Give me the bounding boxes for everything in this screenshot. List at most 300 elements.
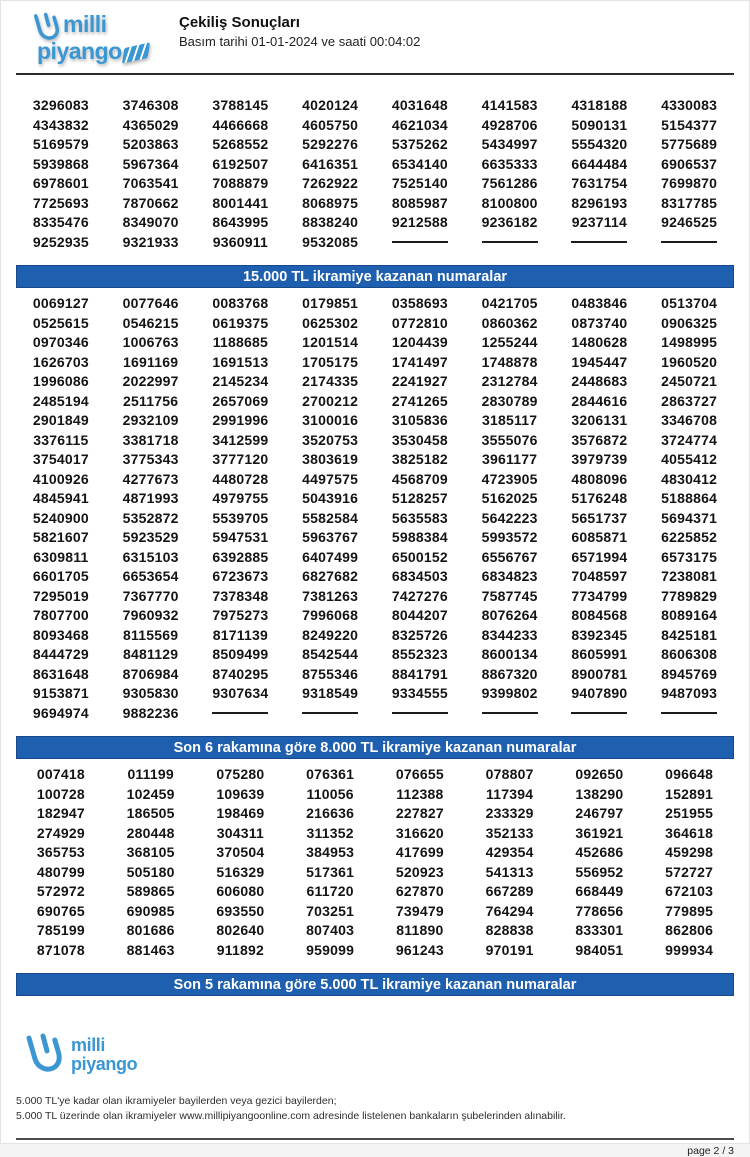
number-cell: 672103 — [665, 883, 714, 899]
number-cell: 6556767 — [481, 548, 538, 565]
number-cell: 361921 — [575, 824, 624, 841]
number-cell: 3754017 — [32, 451, 89, 467]
number-cell: 9882236 — [122, 704, 179, 721]
number-cell: 182947 — [36, 805, 85, 821]
logo-text-piyango: piyango — [37, 38, 157, 65]
number-cell: 0083768 — [212, 295, 269, 311]
number-cell: 0513704 — [661, 295, 718, 311]
number-cell: 316620 — [395, 824, 444, 841]
number-cell: 3746308 — [122, 97, 179, 113]
number-cell: 2022997 — [122, 373, 179, 389]
number-cell: 3788145 — [212, 97, 269, 113]
number-cell: 8076264 — [481, 607, 538, 623]
numbers-grid — [16, 765, 734, 960]
number-cell: 1006763 — [122, 334, 179, 350]
number-cell: 1945447 — [571, 353, 628, 370]
number-cell: 703251 — [306, 902, 355, 919]
number-cell: 5967364 — [122, 155, 179, 172]
number-cell: 8084568 — [571, 607, 628, 623]
number-cell: 3520753 — [302, 431, 359, 448]
number-cell: 9212588 — [391, 214, 448, 230]
number-cell: 1705175 — [302, 353, 359, 370]
number-cell: 3376115 — [33, 431, 89, 448]
number-cell: 0525615 — [32, 314, 89, 331]
number-cell: 6827682 — [302, 568, 359, 584]
number-cell: 2657069 — [212, 392, 269, 409]
number-cell: 4497575 — [302, 470, 359, 487]
number-cell: 4568709 — [391, 470, 448, 487]
number-cell: 6315103 — [122, 548, 179, 565]
number-cell: 8089164 — [661, 607, 718, 623]
number-cell: 572972 — [36, 883, 85, 899]
number-cell: 7088879 — [212, 175, 269, 191]
number-cell: 2450721 — [661, 373, 718, 389]
number-cell: 6601705 — [32, 568, 89, 584]
number-cell: 6225852 — [661, 529, 718, 545]
claim-note-2: 5.000 TL üzerinde olan ikramiyeler www.millipiyangoonline.com adresinde listelenen bankaların şubelerinden alınabilir. — [16, 1110, 566, 1122]
number-cell: 8001441 — [212, 194, 269, 211]
number-cell: 8317785 — [661, 194, 718, 211]
number-cell: 8600134 — [481, 646, 538, 662]
number-cell: 4020124 — [302, 97, 359, 113]
number-cell: 2312784 — [481, 373, 538, 389]
number-cell: 0906325 — [661, 314, 718, 331]
number-cell: 216636 — [306, 805, 355, 821]
number-cell: 739479 — [395, 902, 444, 919]
number-cell: 1960520 — [661, 353, 718, 370]
number-cell: 7789829 — [661, 587, 718, 604]
number-cell: 5240900 — [32, 509, 89, 526]
number-cell: 4055412 — [661, 451, 718, 467]
number-cell: 2511756 — [123, 392, 179, 409]
number-cell: 480799 — [36, 863, 85, 880]
number-cell: 076361 — [306, 766, 355, 782]
number-cell: 693550 — [216, 902, 265, 919]
number-cell: 667289 — [485, 883, 534, 899]
number-cell: 4871993 — [122, 490, 179, 506]
number-cell: 911892 — [216, 941, 264, 958]
number-cell: 1691169 — [123, 353, 179, 370]
number-cell: 246797 — [575, 805, 624, 821]
number-cell: 8631648 — [32, 665, 89, 682]
number-cell: 8068975 — [302, 194, 359, 211]
header-divider — [16, 73, 734, 75]
number-cell: 5169579 — [32, 136, 89, 152]
header-text — [179, 11, 420, 49]
number-cell: 785199 — [36, 922, 85, 938]
number-cell: 606080 — [216, 883, 265, 899]
number-cell: 801686 — [126, 922, 175, 938]
number-cell: 3777120 — [212, 451, 269, 467]
number-cell: 7238081 — [661, 568, 718, 584]
number-cell: 3979739 — [571, 451, 628, 467]
number-cell: 3825182 — [391, 451, 448, 467]
number-cell: 280448 — [126, 824, 175, 841]
number-cell: 7063541 — [122, 175, 179, 191]
number-cell: 1748878 — [481, 353, 538, 370]
number-cell: 8900781 — [571, 665, 628, 682]
number-cell: 0358693 — [391, 295, 448, 311]
number-cell: 0069127 — [32, 295, 89, 311]
number-cell: 2991996 — [212, 412, 269, 428]
number-cell: 8706984 — [122, 665, 179, 682]
number-cell: 8249220 — [302, 626, 359, 643]
number-cell: 9360911 — [212, 233, 268, 250]
number-cell: 4621034 — [391, 116, 448, 133]
number-cell: 370504 — [216, 844, 265, 860]
number-cell: 4979755 — [212, 490, 269, 506]
number-cell: 611720 — [306, 883, 354, 899]
number-cell: 3576872 — [571, 431, 628, 448]
claim-notes — [16, 1094, 734, 1124]
number-cell: 0546215 — [122, 314, 179, 331]
number-cell: 152891 — [665, 785, 714, 802]
number-cell: 7427276 — [391, 587, 448, 604]
section-banner: Son 5 rakamına göre 5.000 TL ikramiye kazanan numaralar — [16, 973, 734, 996]
number-cell: 1626703 — [32, 353, 89, 370]
number-cell: 6653654 — [122, 568, 179, 584]
placeholder-dash — [285, 704, 375, 724]
number-cell: 2145234 — [212, 373, 269, 389]
number-cell: 3961177 — [482, 451, 538, 467]
footer-divider — [16, 1138, 734, 1140]
number-cell: 802640 — [216, 922, 265, 938]
number-cell: 2241927 — [391, 373, 448, 389]
number-cell: 4723905 — [481, 470, 538, 487]
number-cell: 198469 — [216, 805, 265, 821]
number-cell: 5694371 — [661, 509, 718, 526]
number-cell: 970191 — [485, 941, 534, 958]
number-cell: 1498995 — [661, 334, 718, 350]
number-cell: 668449 — [575, 883, 624, 899]
number-cell: 8605991 — [571, 646, 628, 662]
number-cell: 9487093 — [661, 685, 718, 701]
number-cell: 4605750 — [302, 116, 359, 133]
logo-text-piyango: piyango — [71, 1054, 138, 1074]
number-cell: 8335476 — [32, 214, 89, 230]
number-cell: 6723673 — [212, 568, 269, 584]
number-cell: 4928706 — [481, 116, 538, 133]
number-cell: 1480628 — [571, 334, 628, 350]
number-cell: 8085987 — [391, 194, 448, 211]
number-cell: 5775689 — [661, 136, 718, 152]
number-cell: 311352 — [306, 824, 354, 841]
page-title: Çekiliş Sonuçları — [179, 14, 300, 31]
number-cell: 516329 — [216, 863, 265, 880]
logo-text-milli: milli — [63, 11, 107, 37]
number-cell: 7870662 — [122, 194, 179, 211]
print-date: Basım tarihi 01-01-2024 ve saati 00:04:02 — [179, 34, 421, 49]
number-cell: 0772810 — [391, 314, 448, 331]
number-cell: 6192507 — [212, 155, 269, 172]
number-cell: 5375262 — [391, 136, 448, 152]
number-cell: 2844616 — [571, 392, 628, 409]
number-cell: 6834823 — [481, 568, 538, 584]
number-cell: 1255244 — [481, 334, 538, 350]
page-header — [1, 1, 749, 73]
number-cell: 3346708 — [661, 412, 718, 428]
number-cell: 3105836 — [391, 412, 448, 428]
number-cell: 0625302 — [302, 314, 359, 331]
number-cell: 8945769 — [661, 665, 718, 682]
number-cell: 9321933 — [122, 233, 179, 250]
number-cell: 075280 — [216, 766, 265, 782]
hand-icon — [29, 11, 61, 45]
number-cell: 251955 — [665, 805, 714, 821]
placeholder-dash — [465, 704, 555, 724]
number-cell: 5947531 — [212, 529, 269, 545]
number-cell: 092650 — [575, 766, 624, 782]
number-cell: 9246525 — [661, 214, 718, 230]
number-cell: 961243 — [395, 941, 444, 958]
number-cell: 881463 — [126, 941, 175, 958]
number-cell: 8444729 — [32, 646, 89, 662]
number-cell: 9694974 — [32, 704, 89, 721]
number-cell: 6085871 — [571, 529, 628, 545]
number-cell: 690985 — [126, 902, 175, 919]
number-cell: 7699870 — [661, 175, 718, 191]
number-cell: 6573175 — [661, 548, 718, 565]
number-cell: 9236182 — [481, 214, 538, 230]
number-cell: 4141583 — [481, 97, 538, 113]
number-cell: 4480728 — [212, 470, 269, 487]
number-cell: 138290 — [575, 785, 624, 802]
number-cell: 5352872 — [122, 509, 179, 526]
number-cell: 6644484 — [571, 155, 628, 172]
number-cell: 2485194 — [32, 392, 89, 409]
number-cell: 5128257 — [391, 490, 448, 506]
number-cell: 274929 — [36, 824, 85, 841]
placeholder-dash — [644, 704, 734, 724]
number-cell: 4277673 — [122, 470, 179, 487]
placeholder-dash — [555, 704, 645, 724]
section-banner: Son 6 rakamına göre 8.000 TL ikramiye kazanan numaralar — [16, 736, 734, 759]
number-cell: 8392345 — [571, 626, 628, 643]
number-cell: 352133 — [485, 824, 534, 841]
number-cell: 5292276 — [302, 136, 359, 152]
number-cell: 5993572 — [481, 529, 538, 545]
number-cell: 9399802 — [481, 685, 538, 701]
number-cell: 8344233 — [481, 626, 538, 643]
number-cell: 365753 — [36, 844, 85, 860]
number-cell: 8296193 — [571, 194, 628, 211]
number-cell: 7734799 — [571, 587, 628, 604]
number-cell: 368105 — [126, 844, 175, 860]
number-cell: 5162025 — [481, 490, 538, 506]
number-cell: 1996086 — [32, 373, 89, 389]
placeholder-dash — [555, 233, 645, 253]
number-cell: 1204439 — [391, 334, 448, 350]
number-cell: 984051 — [575, 941, 624, 958]
number-cell: 505180 — [126, 863, 175, 880]
number-cell: 7996068 — [302, 607, 359, 623]
number-cell: 8542544 — [302, 646, 359, 662]
number-cell: 112388 — [396, 785, 444, 802]
number-cell: 233329 — [485, 805, 534, 821]
number-cell: 5268552 — [212, 136, 269, 152]
number-cell: 5203863 — [122, 136, 179, 152]
number-cell: 5963767 — [302, 529, 359, 545]
number-cell: 959099 — [306, 941, 355, 958]
number-cell: 627870 — [395, 883, 444, 899]
number-cell: 9407890 — [571, 685, 628, 701]
number-cell: 6534140 — [391, 155, 448, 172]
number-cell: 3555076 — [481, 431, 538, 448]
number-cell: 2741265 — [391, 392, 448, 409]
number-cell: 811890 — [396, 922, 444, 938]
number-cell: 6906537 — [661, 155, 718, 172]
page-number: page 2 / 3 — [687, 1145, 734, 1157]
number-cell: 0179851 — [302, 295, 359, 311]
number-cell: 2863727 — [661, 392, 718, 409]
number-cell: 1188685 — [212, 334, 268, 350]
number-cell: 7525140 — [391, 175, 448, 191]
number-cell: 556952 — [575, 863, 624, 880]
number-cell: 102459 — [126, 785, 175, 802]
number-cell: 364618 — [665, 824, 714, 841]
number-cell: 110056 — [306, 785, 354, 802]
number-cell: 5821607 — [32, 529, 89, 545]
numbers-grid — [16, 96, 734, 252]
number-cell: 7295019 — [32, 587, 89, 604]
numbers-grid — [16, 294, 734, 723]
number-cell: 8100800 — [481, 194, 538, 211]
number-cell: 779895 — [665, 902, 714, 919]
number-cell: 8867320 — [481, 665, 538, 682]
number-cell: 5642223 — [481, 509, 538, 526]
number-cell: 9334555 — [391, 685, 448, 701]
section-banner: 15.000 TL ikramiye kazanan numaralar — [16, 265, 734, 288]
number-cell: 3530458 — [391, 431, 448, 448]
number-cell: 8643995 — [212, 214, 269, 230]
number-cell: 2932109 — [122, 412, 179, 428]
number-cell: 078807 — [485, 766, 534, 782]
number-cell: 6635333 — [481, 155, 538, 172]
number-cell: 8171139 — [212, 626, 268, 643]
number-cell: 8425181 — [661, 626, 718, 643]
number-cell: 0873740 — [571, 314, 628, 331]
number-cell: 304311 — [216, 824, 264, 841]
number-cell: 7048597 — [571, 568, 628, 584]
number-cell: 828838 — [485, 922, 534, 938]
placeholder-dash — [196, 704, 286, 724]
number-cell: 589865 — [126, 883, 175, 899]
number-cell: 6392885 — [212, 548, 269, 565]
number-cell: 109639 — [216, 785, 265, 802]
number-cell: 8115569 — [123, 626, 179, 643]
number-cell: 3381718 — [122, 431, 179, 448]
number-cell: 2448683 — [571, 373, 628, 389]
placeholder-dash — [644, 233, 734, 253]
number-cell: 429354 — [485, 844, 534, 860]
number-cell: 7378348 — [212, 587, 269, 604]
number-cell: 452686 — [575, 844, 624, 860]
number-cell: 0619375 — [212, 314, 269, 331]
number-cell: 7725693 — [32, 194, 89, 211]
number-cell: 520923 — [395, 863, 444, 880]
number-cell: 3100016 — [302, 412, 359, 428]
number-cell: 0970346 — [32, 334, 89, 350]
number-cell: 7262922 — [302, 175, 359, 191]
number-cell: 572727 — [665, 863, 714, 880]
number-cell: 459298 — [665, 844, 714, 860]
placeholder-dash — [375, 233, 465, 253]
number-cell: 9237114 — [571, 214, 627, 230]
number-cell: 5635583 — [391, 509, 448, 526]
number-cell: 4845941 — [32, 490, 89, 506]
page-footer — [16, 1026, 734, 1157]
number-cell: 3296083 — [32, 97, 89, 113]
number-cell: 7561286 — [481, 175, 538, 191]
number-cell: 076655 — [395, 766, 444, 782]
milli-piyango-footer-logo — [20, 1026, 734, 1084]
number-cell: 7807700 — [32, 607, 89, 623]
number-cell: 1201514 — [302, 334, 359, 350]
number-cell: 999934 — [665, 941, 714, 958]
number-cell: 6834503 — [391, 568, 448, 584]
number-cell: 0483846 — [571, 295, 628, 311]
number-cell: 7587745 — [481, 587, 538, 604]
placeholder-dash — [465, 233, 555, 253]
number-cell: 007418 — [36, 766, 85, 782]
number-cell: 4343832 — [32, 116, 89, 133]
number-cell: 4808096 — [571, 470, 628, 487]
number-cell: 384953 — [306, 844, 355, 860]
number-cell: 4365029 — [122, 116, 179, 133]
claim-note-1: 5.000 TL'ye kadar olan ikramiyeler bayilerden veya gezici bayilerden; — [16, 1095, 337, 1107]
number-cell: 5176248 — [571, 490, 628, 506]
number-cell: 9305830 — [122, 685, 179, 701]
number-cell: 7367770 — [122, 587, 179, 604]
number-cell: 541313 — [485, 863, 534, 880]
number-cell: 5988384 — [391, 529, 448, 545]
number-cell: 9153871 — [32, 685, 89, 701]
number-cell: 6407499 — [302, 548, 359, 565]
number-cell: 011199 — [127, 766, 174, 782]
number-cell: 778656 — [575, 902, 624, 919]
number-cell: 186505 — [126, 805, 175, 821]
number-cell: 0421705 — [481, 295, 538, 311]
number-cell: 5434997 — [481, 136, 538, 152]
number-cell: 8755346 — [302, 665, 359, 682]
number-cell: 807403 — [306, 922, 355, 938]
number-cell: 5554320 — [571, 136, 628, 152]
number-cell: 7381263 — [302, 587, 359, 604]
number-cell: 862806 — [665, 922, 714, 938]
placeholder-dash — [375, 704, 465, 724]
number-cell: 4031648 — [391, 97, 448, 113]
number-cell: 2901849 — [32, 412, 89, 428]
number-cell: 2830789 — [481, 392, 538, 409]
hand-icon — [20, 1031, 64, 1079]
number-cell: 517361 — [306, 863, 355, 880]
number-cell: 5154377 — [661, 116, 718, 133]
ticket-icon — [122, 42, 150, 63]
number-cell: 8740295 — [212, 665, 269, 682]
number-cell: 3775343 — [122, 451, 179, 467]
number-cell: 4318188 — [571, 97, 628, 113]
number-cell: 871078 — [36, 941, 85, 958]
footer-logo-text — [71, 1036, 137, 1074]
number-cell: 5582584 — [302, 509, 359, 526]
number-cell: 7975273 — [212, 607, 269, 623]
number-cell: 9532085 — [302, 233, 359, 250]
number-cell: 7631754 — [571, 175, 628, 191]
number-cell: 4330083 — [661, 97, 718, 113]
number-cell: 8841791 — [391, 665, 448, 682]
number-cell: 2174335 — [302, 373, 359, 389]
number-cell: 3803619 — [302, 451, 359, 467]
